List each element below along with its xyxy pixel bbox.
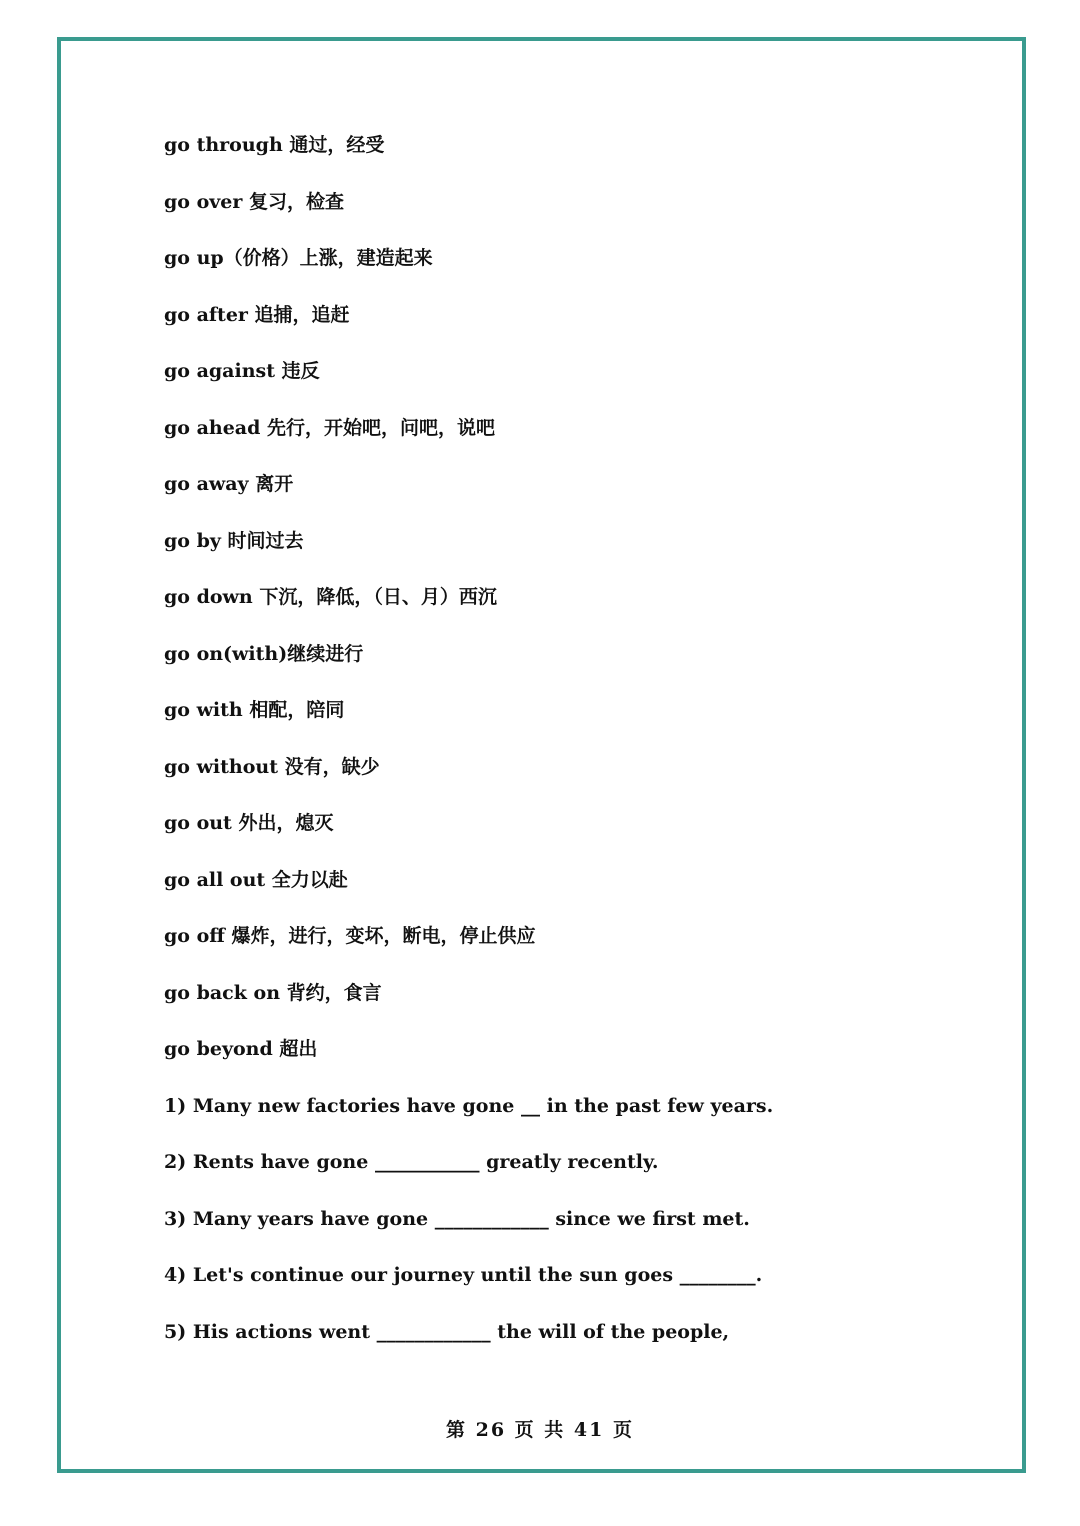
exercise-2: 2) Rents have gone ___________ greatly recently. (164, 1151, 659, 1173)
phrase-go-after: go after 追捕，追赶 (164, 304, 350, 326)
phrase-go-by: go by 时间过去 (164, 530, 304, 552)
exercise-5: 5) His actions went ____________ the will of the people, (164, 1321, 730, 1343)
phrase-go-away: go away 离开 (164, 473, 294, 495)
phrase-go-out: go out 外出，熄灭 (164, 812, 334, 834)
page-number-footer: 第 26 页 共 41 页 (446, 1419, 634, 1441)
phrase-go-without: go without 没有，缺少 (164, 756, 380, 778)
phrase-go-beyond: go beyond 超出 (164, 1038, 318, 1060)
phrase-go-all-out: go all out 全力以赴 (164, 869, 348, 891)
phrase-go-on-with: go on(with)继续进行 (164, 643, 364, 665)
phrase-go-against: go against 违反 (164, 360, 320, 382)
exercise-4: 4) Let's continue our journey until the sun goes ________. (164, 1264, 763, 1286)
phrase-go-through: go through 通过，经受 (164, 134, 385, 156)
phrase-go-back-on: go back on 背约，食言 (164, 982, 382, 1004)
phrase-go-off: go off 爆炸，进行，变坏，断电，停止供应 (164, 925, 536, 947)
phrase-go-over: go over 复习，检查 (164, 191, 344, 213)
phrase-go-ahead: go ahead 先行，开始吧，问吧，说吧 (164, 417, 495, 439)
phrase-go-up: go up（价格）上涨，建造起来 (164, 247, 433, 269)
phrase-go-with: go with 相配，陪同 (164, 699, 345, 721)
phrase-go-down: go down 下沉，降低，（日、月）西沉 (164, 586, 497, 608)
exercise-1: 1) Many new factories have gone __ in the past few years. (164, 1095, 774, 1117)
exercise-3: 3) Many years have gone ____________ since we first met. (164, 1208, 750, 1230)
